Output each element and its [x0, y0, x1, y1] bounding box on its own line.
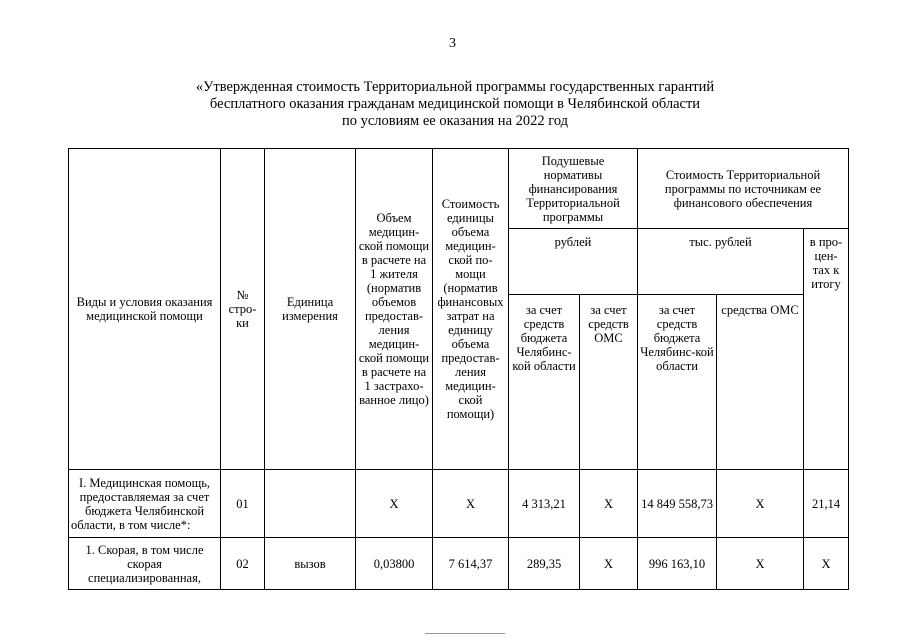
header-program-cost: Стоимость Территориальной программы по источникам ее финансового обеспечения: [638, 149, 849, 229]
title-line-1: «Утвержденная стоимость Территориальной программы государственных гарантий: [195, 79, 715, 95]
cost-table: [68, 148, 849, 590]
row-name: I. Медицинская помощь, предоставляемая за счет бюджета Челябинской области, в том числе*:: [69, 470, 221, 538]
header-rubles: рублей: [509, 229, 638, 295]
row-name: 1. Скорая, в том числе скорая специализированная,: [69, 538, 221, 590]
row-oms-thousand: Х: [717, 470, 804, 538]
row-budget-rubles: 4 313,21: [509, 470, 580, 538]
table-row: [69, 538, 849, 590]
header-row-number: № стро-ки: [221, 149, 265, 470]
row-budget-thousand: 14 849 558,73: [638, 470, 717, 538]
row-volume: Х: [356, 470, 433, 538]
header-types: Виды и условия оказания медицинской помощи: [69, 149, 221, 470]
header-percent: в про-цен-тах к итогу: [804, 229, 849, 470]
page-number: 3: [449, 36, 456, 51]
header-unit: Единица измерения: [265, 149, 356, 470]
title-line-2: бесплатного оказания гражданам медицинской помощи в Челябинской области: [209, 96, 701, 112]
header-oms-thousand: средства ОМС: [717, 295, 804, 470]
title-line-3: по условиям ее оказания на 2022 год: [341, 113, 569, 129]
row-number: 02: [221, 538, 265, 590]
row-budget-rubles: 289,35: [509, 538, 580, 590]
header-thousand-rubles: тыс. рублей: [638, 229, 804, 295]
footer-divider: [425, 633, 505, 634]
table-row: [69, 470, 849, 538]
row-oms-thousand: Х: [717, 538, 804, 590]
row-cost: Х: [433, 470, 509, 538]
header-budget-thousand: за счет средств бюджета Челябинс-кой области: [638, 295, 717, 470]
row-percent: Х: [804, 538, 849, 590]
row-unit: вызов: [265, 538, 356, 590]
row-budget-thousand: 996 163,10: [638, 538, 717, 590]
document-title: [100, 79, 810, 130]
header-unit-cost: Стоимость единицы объема медицин-ской по-мощи (норматив финансовых затрат на единицу объема предостав-ления медицин-ской помощи): [433, 149, 509, 470]
row-number: 01: [221, 470, 265, 538]
header-budget-rubles: за счет средств бюджета Челябинс-кой области: [509, 295, 580, 470]
header-oms-rubles: за счет средств ОМС: [580, 295, 638, 470]
row-oms-rubles: Х: [580, 470, 638, 538]
row-unit: [265, 470, 356, 538]
row-cost: 7 614,37: [433, 538, 509, 590]
row-percent: 21,14: [804, 470, 849, 538]
header-volume: Объем медицин-ской помощи в расчете на 1 жителя (норматив объемов предостав-ления медицин-ской помощи в расчете на 1 застрахо-ванное лицо): [356, 149, 433, 470]
row-volume: 0,03800: [356, 538, 433, 590]
row-oms-rubles: Х: [580, 538, 638, 590]
header-per-capita: Подушевые нормативы финансирования Территориальной программы: [509, 149, 638, 229]
